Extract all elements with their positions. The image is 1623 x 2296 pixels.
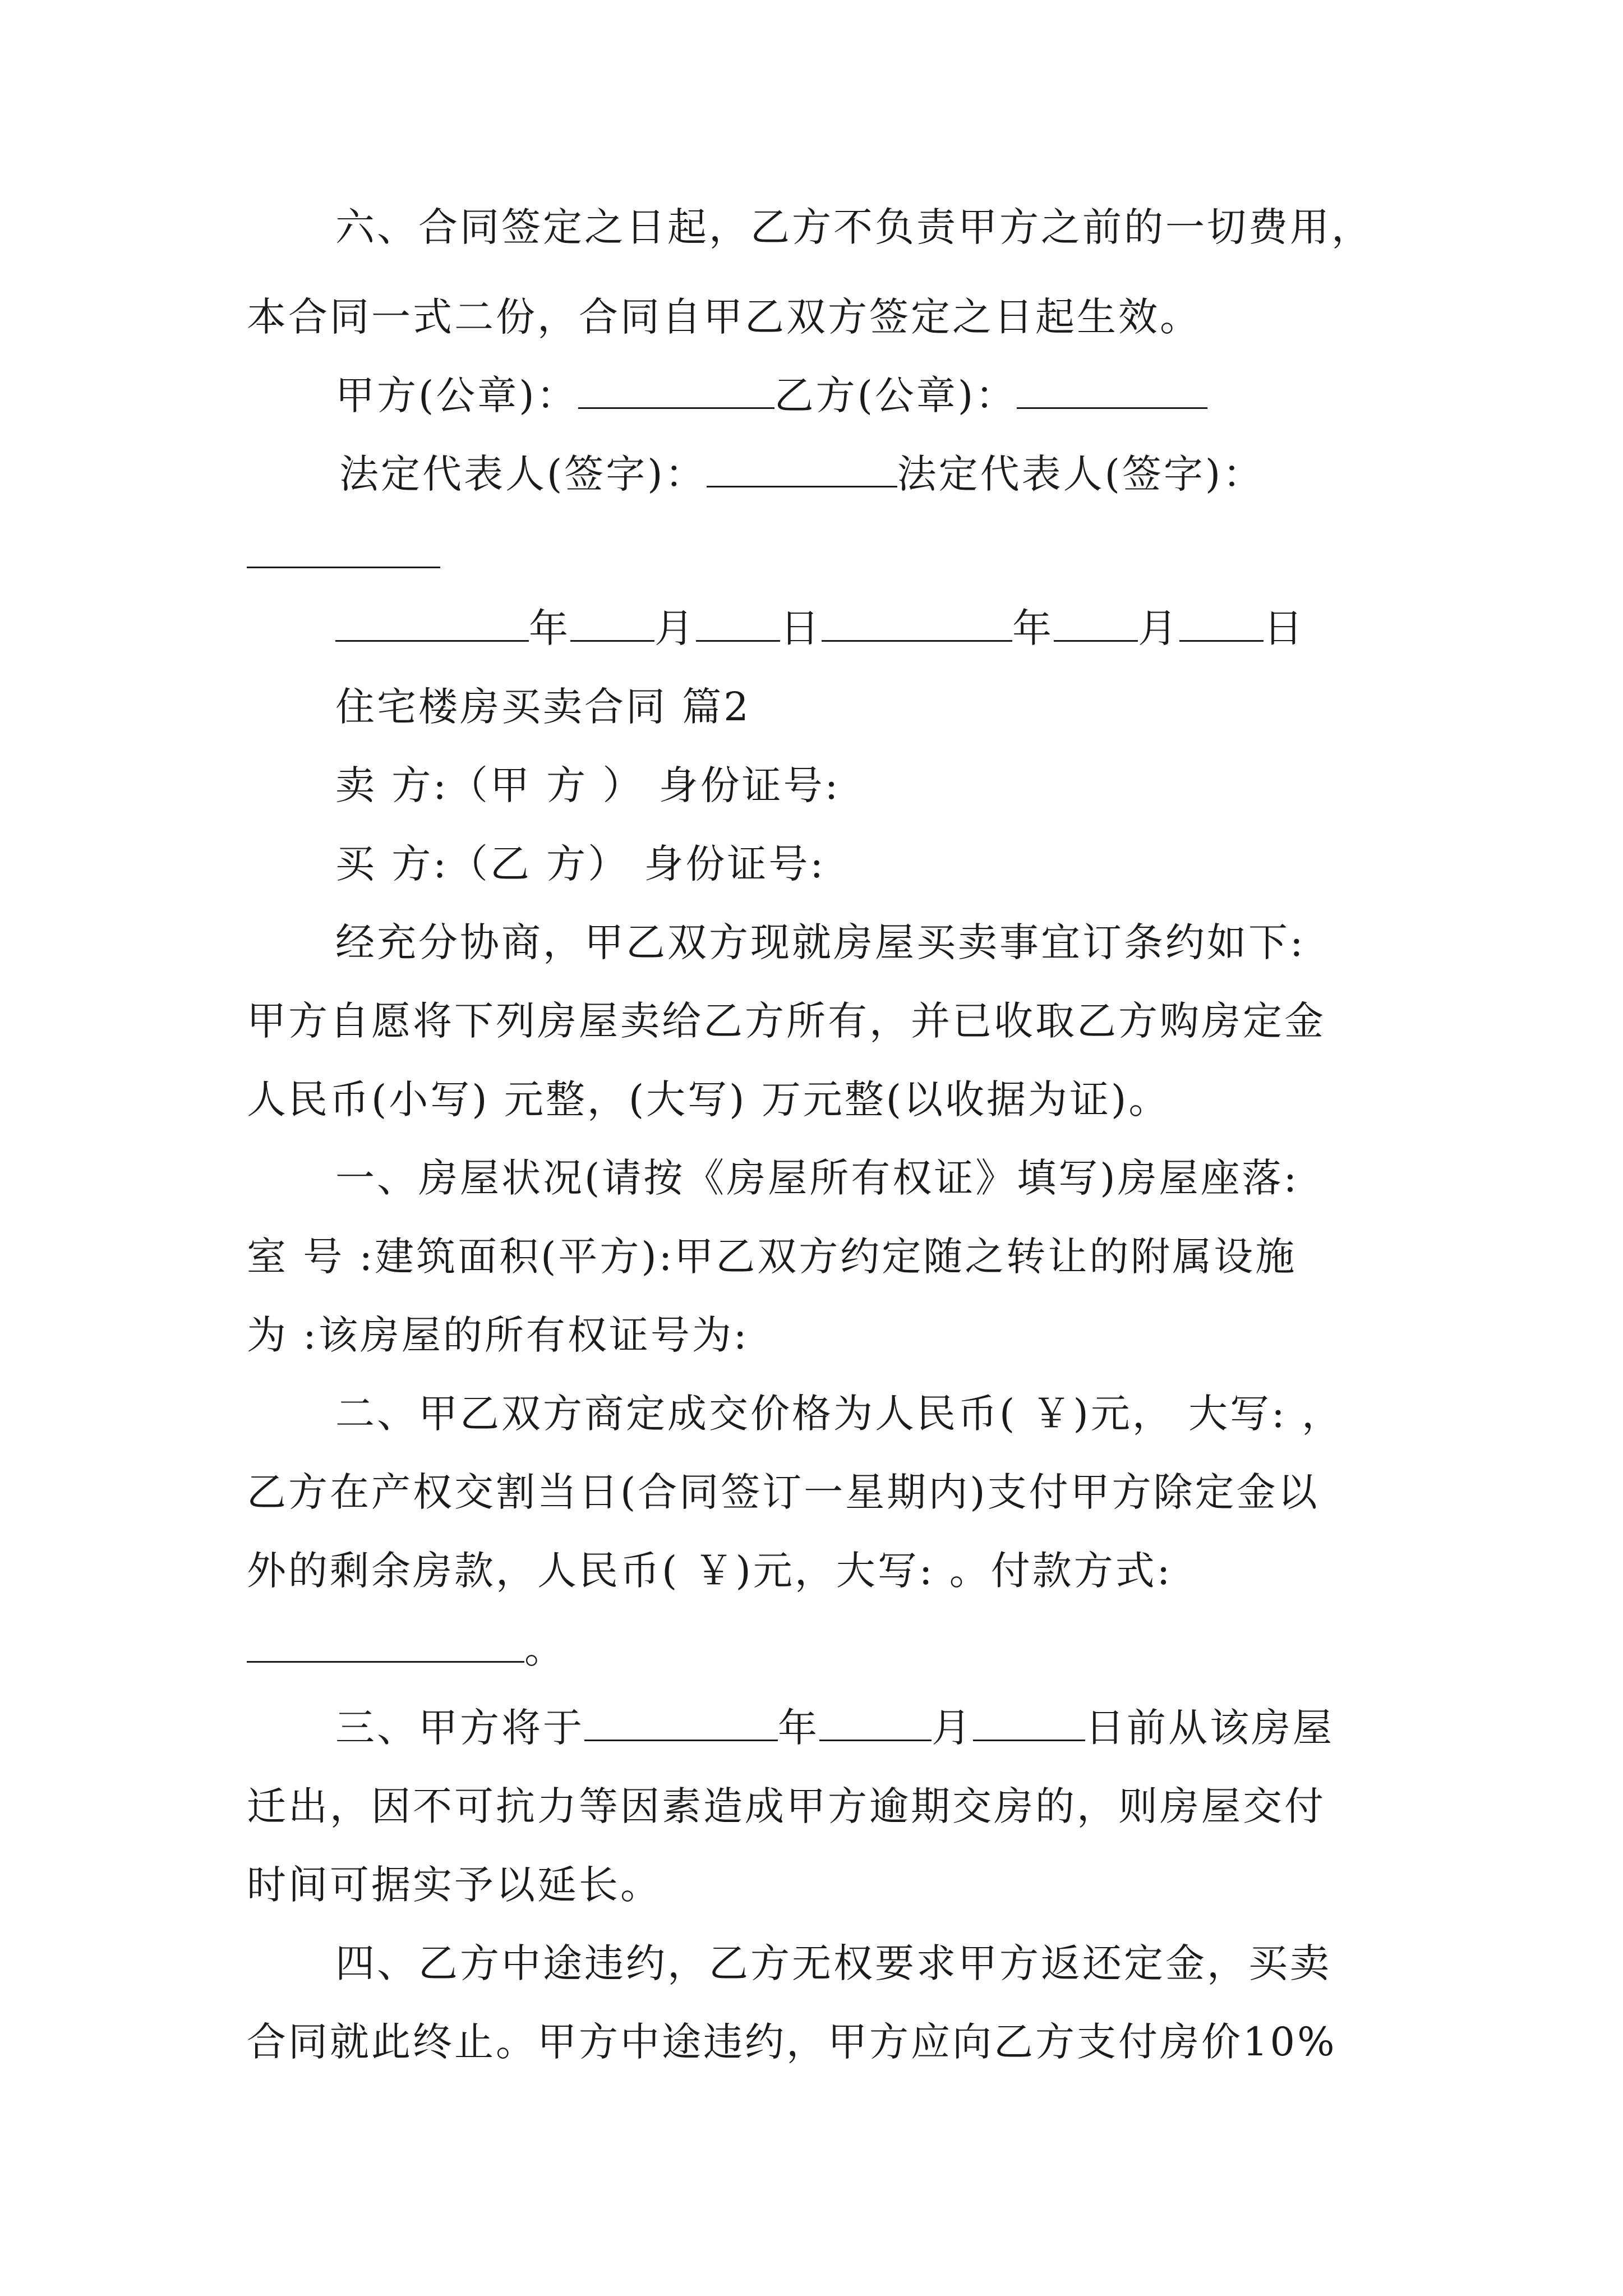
month-label-a: 月 — [654, 605, 696, 651]
party-b-rep-label: 法定代表人(签字)： — [897, 451, 1265, 497]
preamble-line-2: 甲方自愿将下列房屋卖给乙方所有，并已收取乙方购房定金 — [247, 998, 1326, 1044]
year-blank-b — [822, 606, 1012, 642]
month-blank-a — [570, 606, 654, 642]
payment-method-blank — [247, 1627, 524, 1663]
clause-1-line-2: 室 号 :建筑面积(平方):甲乙双方约定随之转让的附属设施 — [247, 1234, 1297, 1280]
party-b-seal-label: 乙方(公章)： — [774, 372, 1017, 418]
party-b-seal-blank — [1017, 374, 1207, 409]
year-label-b: 年 — [1012, 605, 1054, 651]
clause-3-year-label: 年 — [778, 1705, 819, 1751]
clause-3-year-blank — [584, 1706, 778, 1741]
party-a-rep-label: 法定代表人(签字)： — [339, 451, 707, 497]
clause-6-line-2: 本合同一式二份，合同自甲乙双方签定之日起生效。 — [247, 294, 1201, 340]
year-blank-a — [335, 606, 529, 642]
section-title: 住宅楼房买卖合同 篇2 — [335, 684, 751, 730]
legal-rep-line — [339, 449, 1264, 499]
signature-seal-line — [335, 370, 1207, 421]
payment-method-end: 。 — [524, 1626, 566, 1672]
clause-4-line-1: 四、乙方中途违约，乙方无权要求甲方返还定金，买卖 — [335, 1940, 1331, 1986]
date-line — [335, 603, 1305, 654]
clause-3-line-2: 迁出，因不可抗力等因素造成甲方逾期交房的，则房屋交付 — [247, 1783, 1326, 1829]
clause-3-line-1 — [335, 1703, 1334, 1753]
clause-3-month-blank — [819, 1706, 932, 1741]
seller-line: 卖 方:（甲 方 ） 身份证号: — [335, 762, 841, 808]
clause-2-line-2: 乙方在产权交割当日(合同签订一星期内)支付甲方除定金以 — [247, 1469, 1320, 1515]
clause-1-line-3: 为 :该房屋的所有权证号为: — [247, 1312, 749, 1358]
party-b-rep-blank — [247, 533, 440, 568]
day-label-a: 日 — [780, 605, 822, 651]
clause-6-line-1: 六、合同签定之日起，乙方不负责甲方之前的一切费用， — [335, 204, 1373, 250]
clause-3-month-label: 月 — [932, 1705, 973, 1751]
preamble-line-1: 经充分协商，甲乙双方现就房屋买卖事宜订条约如下: — [335, 919, 1306, 965]
clause-2-line-1: 二、甲乙双方商定成交价格为人民币( ￥)元， 大写: ， — [335, 1391, 1343, 1437]
month-label-b: 月 — [1138, 605, 1179, 651]
day-blank-a — [696, 606, 780, 642]
clause-2-line-3: 外的剩余房款，人民币( ￥)元，大写: 。付款方式: — [247, 1548, 1173, 1594]
month-blank-b — [1054, 606, 1138, 642]
preamble-line-3: 人民币(小写) 元整，(大写) 万元整(以收据为证)。 — [247, 1076, 1170, 1122]
day-blank-b — [1179, 606, 1264, 642]
buyer-line: 买 方:（乙 方） 身份证号: — [335, 841, 826, 887]
clause-1-line-1: 一、房屋状况(请按《房屋所有权证》填写)房屋座落: — [335, 1155, 1299, 1201]
clause-3-lead: 三、甲方将于 — [335, 1705, 584, 1751]
year-label-a: 年 — [529, 605, 570, 651]
party-a-seal-label: 甲方(公章)： — [335, 372, 578, 418]
clause-3-tail: 日前从该房屋 — [1085, 1705, 1334, 1751]
clause-3-line-3: 时间可据实予以延长。 — [247, 1862, 662, 1908]
day-label-b: 日 — [1264, 605, 1305, 651]
party-a-rep-blank — [707, 452, 897, 487]
clause-3-day-blank — [973, 1706, 1085, 1741]
party-a-seal-blank — [578, 374, 774, 409]
clause-4-line-2: 合同就此终止。甲方中途违约，甲方应向乙方支付房价10% — [247, 2019, 1337, 2065]
payment-method-line — [247, 1624, 566, 1674]
